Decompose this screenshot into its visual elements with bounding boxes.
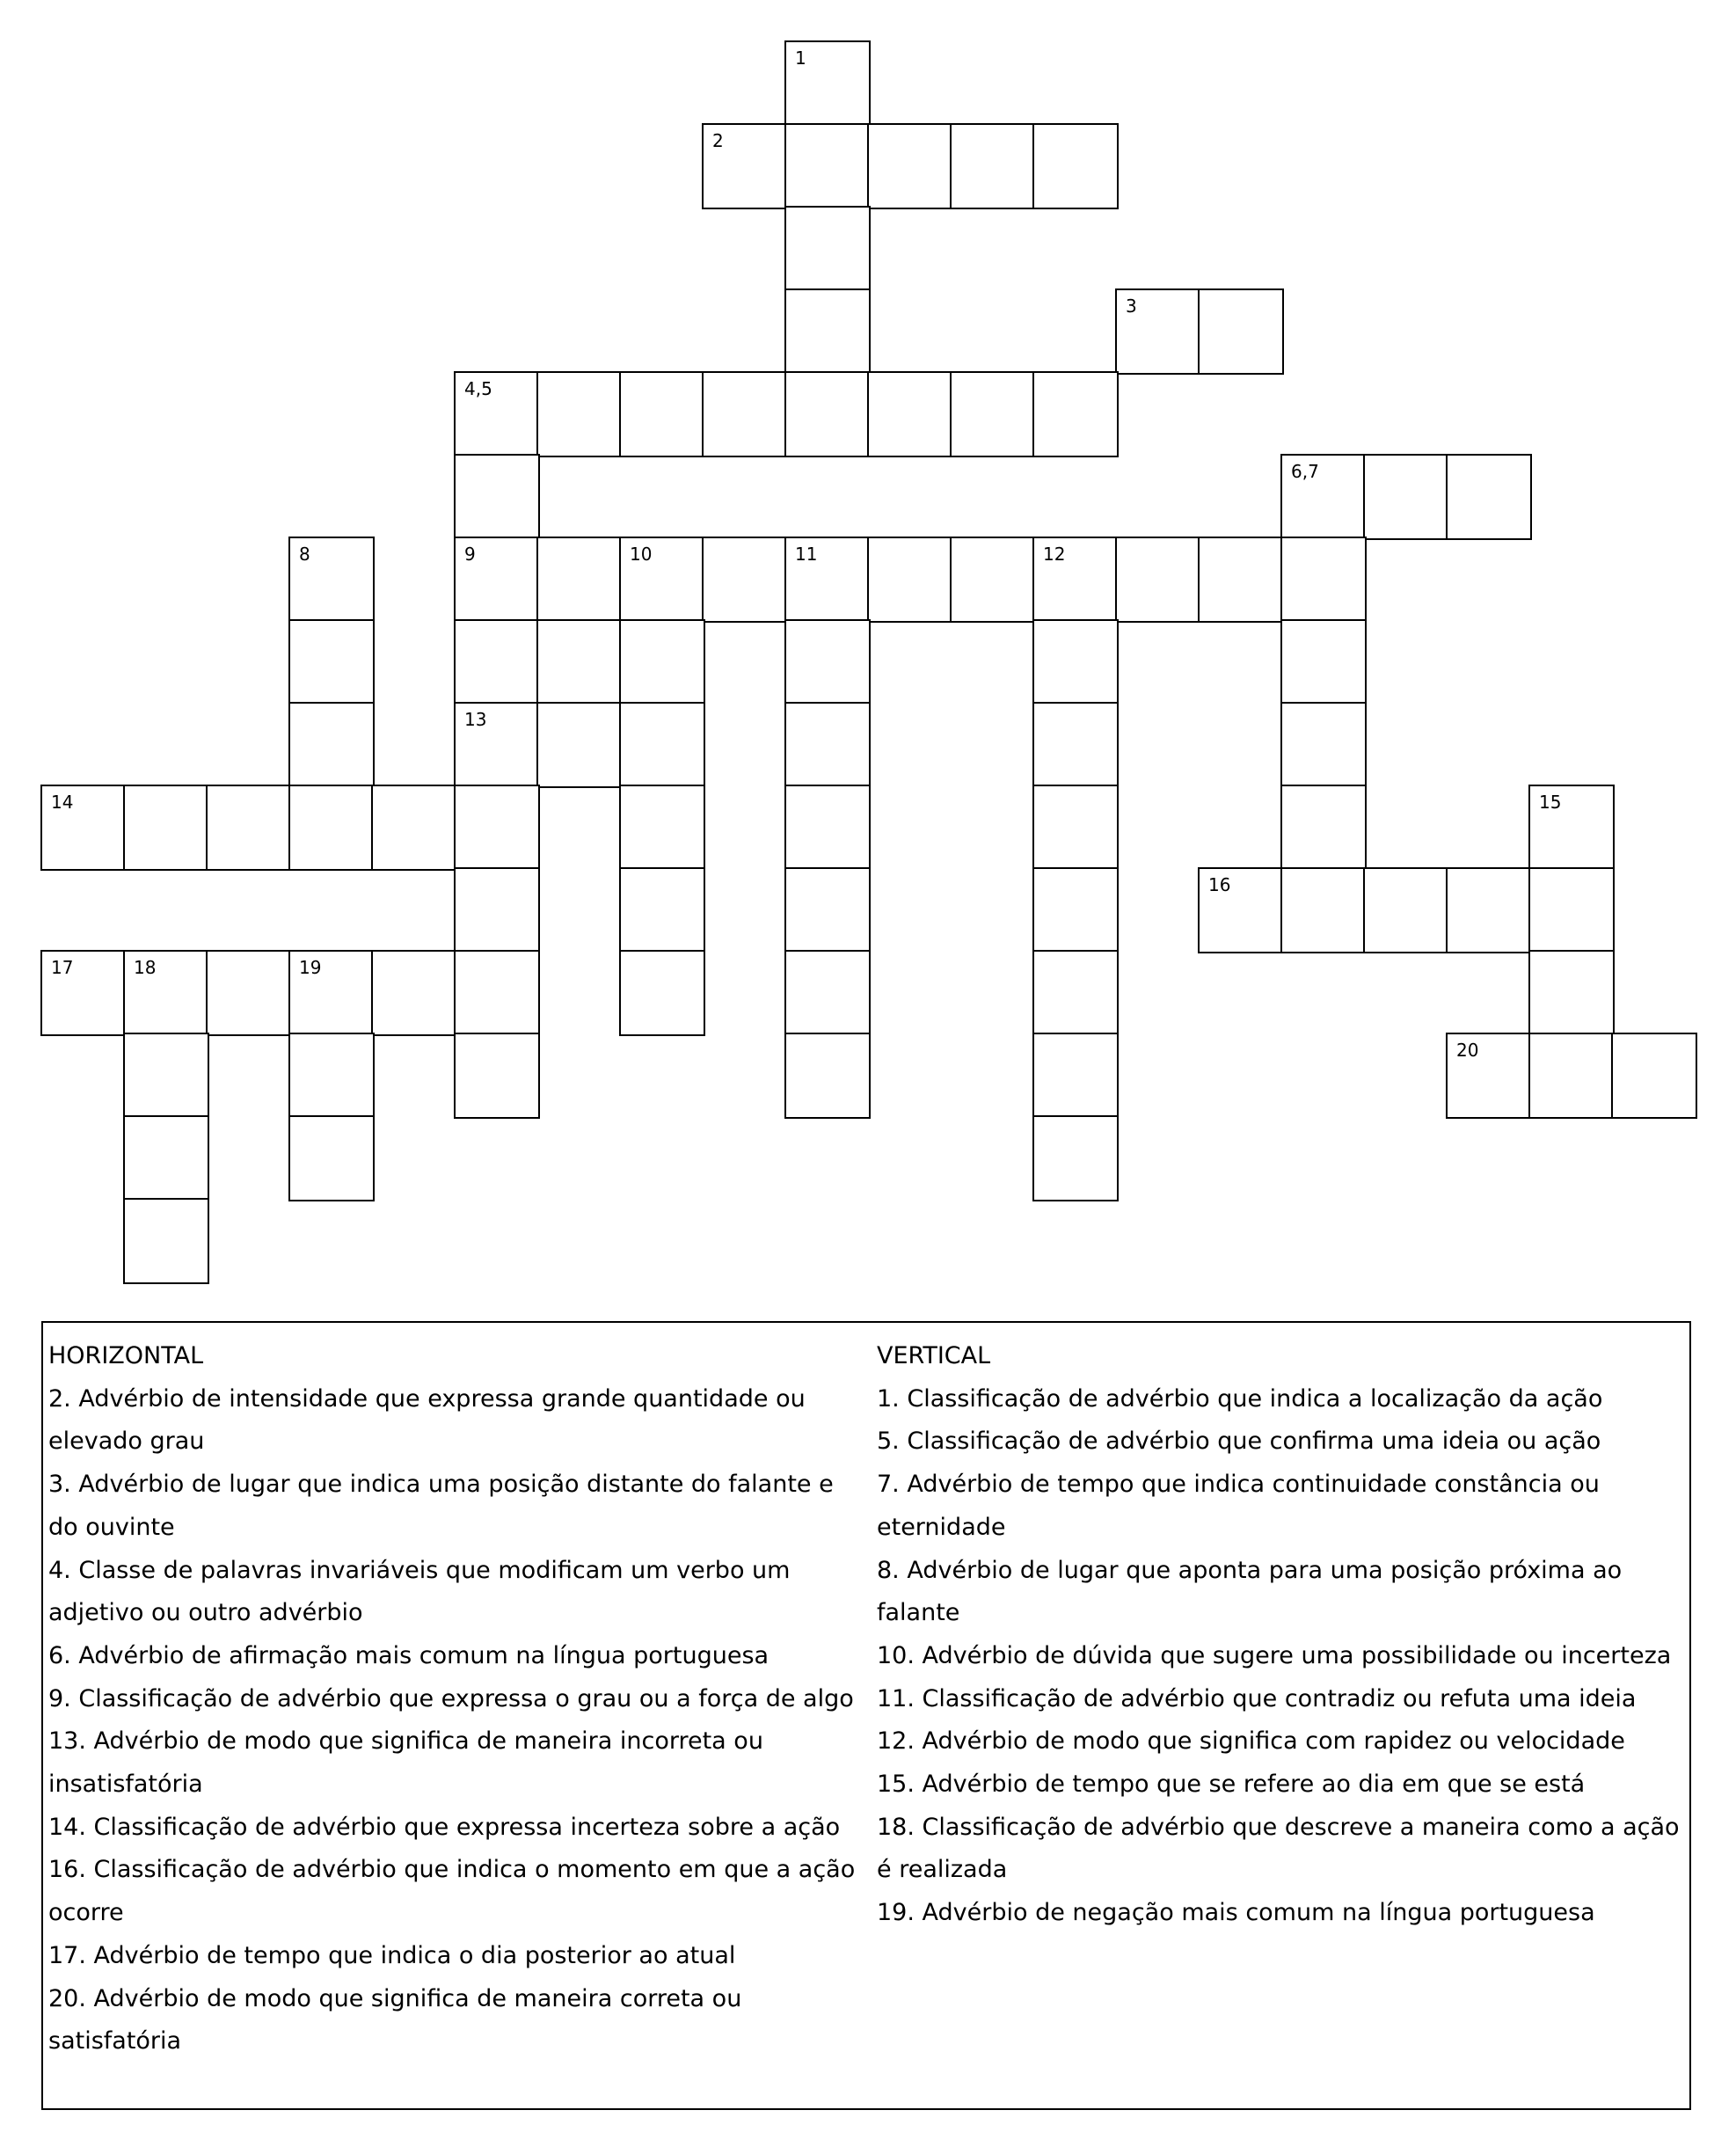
crossword-cell[interactable]: [1611, 1033, 1697, 1119]
clue-number: 13: [464, 709, 487, 730]
crossword-cell[interactable]: [1446, 454, 1532, 540]
crossword-cell[interactable]: [1280, 537, 1367, 623]
crossword-cell[interactable]: [371, 950, 457, 1036]
clue-number: 8: [299, 544, 310, 565]
clue-number: 10: [630, 544, 653, 565]
crossword-cell[interactable]: [1032, 1115, 1119, 1201]
clue-v-1: 1. Classificação de advérbio que indica a localização da ação: [877, 1384, 1603, 1413]
crossword-cell[interactable]: [206, 950, 292, 1036]
clue-v-7: 7. Advérbio de tempo que indica continuidade constância ou eternidade: [877, 1471, 1600, 1541]
clue-number: 19: [299, 957, 322, 978]
clue-v-19: 19. Advérbio de negação mais comum na língua portuguesa: [877, 1899, 1595, 1927]
crossword-cell[interactable]: [619, 371, 705, 457]
clues-box: [41, 1321, 1691, 2110]
crossword-cell[interactable]: [1280, 785, 1367, 871]
crossword-cell[interactable]: [950, 537, 1036, 623]
crossword-cell[interactable]: [454, 785, 540, 871]
crossword-cell[interactable]: [1032, 785, 1119, 871]
crossword-cell[interactable]: [123, 1198, 209, 1284]
clue-v-15: 15. Advérbio de tempo que se refere ao dia em que se está: [877, 1771, 1586, 1799]
clue-h-16: 16. Classificação de advérbio que indica o momento em que a ação ocorre: [48, 1856, 856, 1927]
crossword-cell[interactable]: [950, 371, 1036, 457]
clue-h-13: 13. Advérbio de modo que significa de maneira incorreta ou insatisfatória: [48, 1727, 763, 1799]
crossword-cell[interactable]: [454, 950, 540, 1036]
crossword-cell[interactable]: [619, 702, 705, 788]
crossword-cell[interactable]: [288, 537, 375, 623]
crossword-cell[interactable]: [784, 1033, 871, 1119]
crossword-cell[interactable]: [784, 371, 871, 457]
clue-v-18: 18. Classificação de advérbio que descreve a maneira como a ação é realizada: [877, 1813, 1680, 1884]
clue-number: 14: [51, 792, 74, 813]
clue-h-2: 2. Advérbio de intensidade que expressa grande quantidade ou elevado grau: [48, 1384, 806, 1456]
crossword-cell[interactable]: [784, 785, 871, 871]
crossword-cell[interactable]: [619, 537, 705, 623]
crossword-cell[interactable]: [206, 785, 292, 871]
crossword-cell[interactable]: [1280, 619, 1367, 705]
crossword-cell[interactable]: [784, 619, 871, 705]
crossword-cell[interactable]: [40, 785, 127, 871]
crossword-cell[interactable]: [1280, 702, 1367, 788]
clue-h-14: 14. Classificação de advérbio que expressa incerteza sobre a ação: [48, 1813, 841, 1841]
crossword-cell[interactable]: [1528, 1033, 1615, 1119]
crossword-cell[interactable]: [702, 537, 788, 623]
crossword-cell[interactable]: [288, 1115, 375, 1201]
crossword-cell[interactable]: [784, 867, 871, 953]
clue-number: 3: [1126, 296, 1137, 317]
crossword-cell[interactable]: [454, 1033, 540, 1119]
crossword-cell[interactable]: [702, 123, 788, 209]
crossword-cell[interactable]: [536, 537, 623, 623]
clue-number: 6,7: [1291, 461, 1319, 482]
clue-h-6: 6. Advérbio de afirmação mais comum na língua portuguesa: [48, 1641, 770, 1669]
crossword-cell[interactable]: [1446, 867, 1532, 953]
crossword-cell[interactable]: [371, 785, 457, 871]
crossword-cell[interactable]: [784, 123, 871, 209]
crossword-cell[interactable]: [288, 619, 375, 705]
crossword-cell[interactable]: [1032, 371, 1119, 457]
vertical-heading: VERTICAL: [877, 1342, 991, 1369]
crossword-cell[interactable]: [1446, 1033, 1532, 1119]
crossword-cell[interactable]: [123, 1115, 209, 1201]
clue-number: 18: [134, 957, 157, 978]
clue-h-4: 4. Classe de palavras invariáveis que modificam um verbo um adjetivo ou outro advérbio: [48, 1556, 791, 1627]
crossword-cell[interactable]: [784, 288, 871, 375]
crossword-cell[interactable]: [536, 619, 623, 705]
clue-h-3: 3. Advérbio de lugar que indica uma posição distante do falante e do ouvinte: [48, 1471, 834, 1541]
crossword-cell[interactable]: [1032, 1033, 1119, 1119]
crossword-cell[interactable]: [1363, 454, 1449, 540]
clue-number: 1: [795, 47, 806, 69]
clue-number: 9: [464, 544, 476, 565]
crossword-cell[interactable]: [454, 371, 540, 457]
crossword-cell[interactable]: [454, 702, 540, 788]
crossword-cell[interactable]: [619, 785, 705, 871]
crossword-cell[interactable]: [1115, 288, 1201, 375]
crossword-cell[interactable]: [454, 454, 540, 540]
crossword-cell[interactable]: [1528, 867, 1615, 953]
clue-v-10: 10. Advérbio de dúvida que sugere uma possibilidade ou incerteza: [877, 1641, 1672, 1669]
clue-h-17: 17. Advérbio de tempo que indica o dia posterior ao atual: [48, 1941, 736, 1969]
crossword-cell[interactable]: [784, 950, 871, 1036]
crossword-cell[interactable]: [123, 785, 209, 871]
crossword-cell[interactable]: [619, 619, 705, 705]
crossword-cell[interactable]: [536, 371, 623, 457]
clue-v-5: 5. Classificação de advérbio que confirma uma ideia ou ação: [877, 1427, 1601, 1456]
clue-number: 11: [795, 544, 818, 565]
crossword-cell[interactable]: [950, 123, 1036, 209]
clue-number: 4,5: [464, 378, 492, 399]
crossword-cell[interactable]: [288, 785, 375, 871]
crossword-cell[interactable]: [619, 950, 705, 1036]
crossword-cell[interactable]: [784, 702, 871, 788]
clue-v-12: 12. Advérbio de modo que significa com rapidez ou velocidade: [877, 1727, 1625, 1756]
crossword-cell[interactable]: [784, 537, 871, 623]
crossword-cell[interactable]: [1280, 867, 1367, 953]
horizontal-heading: HORIZONTAL: [48, 1342, 204, 1369]
crossword-cell[interactable]: [1115, 537, 1201, 623]
crossword-cell[interactable]: [1032, 123, 1119, 209]
crossword-cell[interactable]: [1198, 288, 1284, 375]
clue-number: 15: [1539, 792, 1562, 813]
clue-h-9: 9. Classificação de advérbio que expressa o grau ou a força de algo: [48, 1684, 854, 1712]
clue-number: 16: [1208, 874, 1231, 895]
clue-v-8: 8. Advérbio de lugar que aponta para uma posição próxima ao falante: [877, 1556, 1623, 1627]
crossword-cell[interactable]: [1032, 537, 1119, 623]
crossword-cell[interactable]: [40, 950, 127, 1036]
clue-number: 20: [1456, 1040, 1479, 1061]
crossword-cell[interactable]: [784, 40, 871, 127]
crossword-cell[interactable]: [123, 950, 209, 1036]
crossword-cell[interactable]: [288, 702, 375, 788]
crossword-cell[interactable]: [536, 702, 623, 788]
crossword-cell[interactable]: [288, 1033, 375, 1119]
crossword-cell[interactable]: [123, 1033, 209, 1119]
clue-h-20: 20. Advérbio de modo que significa de maneira correta ou satisfatória: [48, 1984, 742, 2055]
crossword-cell[interactable]: [1198, 867, 1284, 953]
crossword-cell[interactable]: [867, 371, 953, 457]
clue-v-11: 11. Classificação de advérbio que contradiz ou refuta uma ideia: [877, 1684, 1637, 1712]
crossword-cell[interactable]: [1363, 867, 1449, 953]
crossword-cell[interactable]: [702, 371, 788, 457]
crossword-cell[interactable]: [1032, 867, 1119, 953]
crossword-cell[interactable]: [454, 867, 540, 953]
crossword-cell[interactable]: [1280, 454, 1367, 540]
vertical-clues: [877, 1335, 1686, 1935]
crossword-cell[interactable]: [454, 537, 540, 623]
crossword-cell[interactable]: [1528, 785, 1615, 871]
crossword-cell[interactable]: [288, 950, 375, 1036]
crossword-cell[interactable]: [454, 619, 540, 705]
crossword-cell[interactable]: [619, 867, 705, 953]
crossword-cell[interactable]: [1032, 950, 1119, 1036]
crossword-cell[interactable]: [1032, 702, 1119, 788]
clue-number: 17: [51, 957, 74, 978]
horizontal-clues: [48, 1335, 866, 2063]
clue-number: 2: [712, 130, 724, 151]
crossword-cell[interactable]: [867, 537, 953, 623]
crossword-cell[interactable]: [1198, 537, 1284, 623]
crossword-cell[interactable]: [1528, 950, 1615, 1036]
crossword-cell[interactable]: [867, 123, 953, 209]
crossword-cell[interactable]: [1032, 619, 1119, 705]
crossword-cell[interactable]: [784, 206, 871, 292]
clue-number: 12: [1043, 544, 1066, 565]
